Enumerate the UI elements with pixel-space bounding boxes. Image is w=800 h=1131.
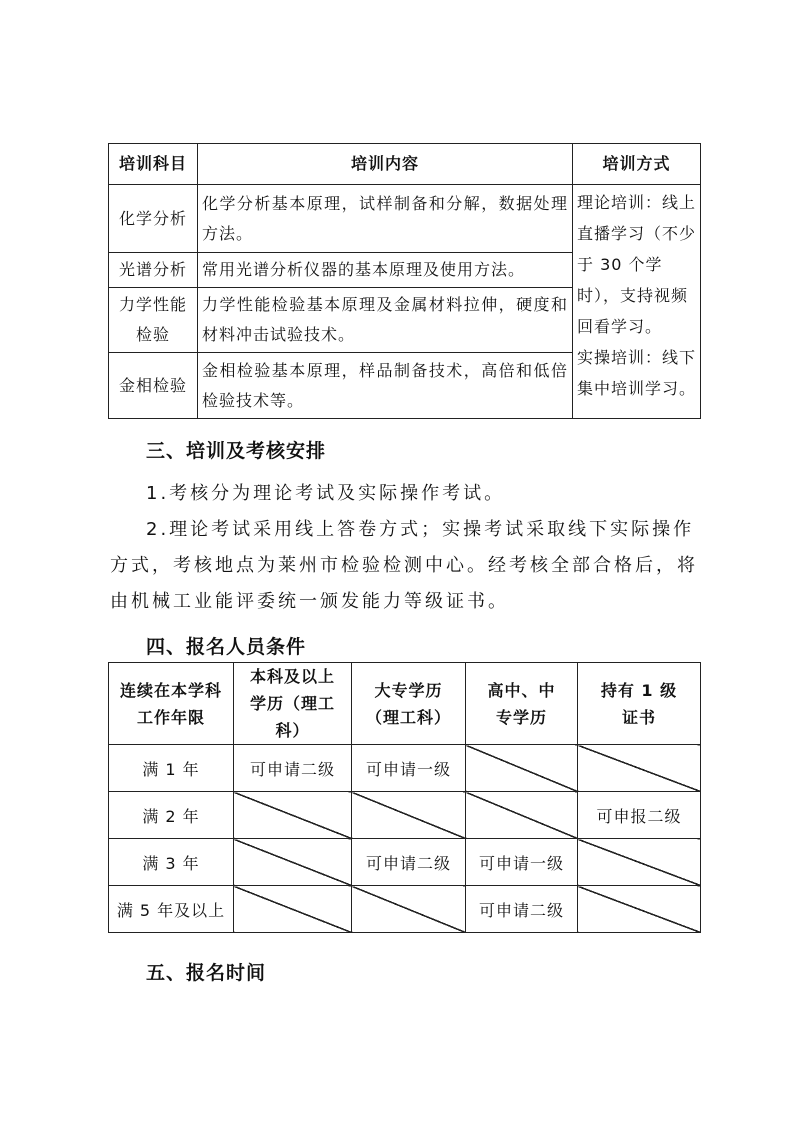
method-practice: 实操培训：线下集中培训学习。 — [577, 348, 697, 398]
method-theory: 理论培训：线上直播学习（不少于 30 个学时），支持视频回看学习。 — [577, 193, 697, 336]
empty-diagonal-cell — [578, 745, 701, 792]
subject-cell: 力学性能检验 — [109, 288, 198, 353]
method-cell — [573, 185, 701, 419]
empty-diagonal-cell — [578, 886, 701, 933]
content-cell: 化学分析基本原理，试样制备和分解，数据处理方法。 — [198, 185, 573, 253]
empty-diagonal-cell — [234, 839, 352, 886]
years-cell: 满 5 年及以上 — [109, 886, 234, 933]
years-cell: 满 3 年 — [109, 839, 234, 886]
years-cell: 满 1 年 — [109, 745, 234, 792]
section3-heading: 三、培训及考核安排 — [146, 440, 327, 462]
subject-cell: 光谱分析 — [109, 253, 198, 288]
years-cell: 满 2 年 — [109, 792, 234, 839]
section3-item2: 2.理论考试采用线上答卷方式；实操考试采取线下实际操作方式，考核地点为莱州市检验检测中心。经考核全部合格后，将由机械工业能评委统一颁发能力等级证书。 — [110, 519, 698, 612]
empty-diagonal-cell — [352, 886, 466, 933]
eligibility-table — [108, 662, 701, 933]
eligibility-cell: 可申请二级 — [352, 839, 466, 886]
content-cell: 常用光谱分析仪器的基本原理及使用方法。 — [198, 253, 573, 288]
section3-item1: 1.考核分为理论考试及实际操作考试。 — [146, 483, 506, 504]
subject-cell: 金相检验 — [109, 353, 198, 419]
subject-cell: 化学分析 — [109, 185, 198, 253]
eligibility-cell: 可申请一级 — [466, 839, 578, 886]
empty-diagonal-cell — [466, 792, 578, 839]
empty-diagonal-cell — [466, 745, 578, 792]
content-cell: 金相检验基本原理，样品制备技术，高倍和低倍检验技术等。 — [198, 353, 573, 419]
header-content: 培训内容 — [198, 144, 573, 185]
eligibility-header: 持有 1 级证书 — [578, 663, 701, 745]
eligibility-cell: 可申请一级 — [352, 745, 466, 792]
section5-heading: 五、报名时间 — [146, 962, 267, 984]
empty-diagonal-cell — [234, 886, 352, 933]
eligibility-cell: 可申报二级 — [578, 792, 701, 839]
eligibility-header: 本科及以上学历（理工科） — [234, 663, 352, 745]
header-method: 培训方式 — [573, 144, 701, 185]
eligibility-header: 连续在本学科工作年限 — [109, 663, 234, 745]
section4-heading: 四、报名人员条件 — [146, 636, 307, 658]
eligibility-header: 大专学历（理工科） — [352, 663, 466, 745]
content-cell: 力学性能检验基本原理及金属材料拉伸，硬度和材料冲击试验技术。 — [198, 288, 573, 353]
eligibility-header: 高中、中专学历 — [466, 663, 578, 745]
empty-diagonal-cell — [352, 792, 466, 839]
empty-diagonal-cell — [234, 792, 352, 839]
header-subject: 培训科目 — [109, 144, 198, 185]
eligibility-cell: 可申请二级 — [234, 745, 352, 792]
empty-diagonal-cell — [578, 839, 701, 886]
eligibility-cell: 可申请二级 — [466, 886, 578, 933]
training-table — [108, 143, 701, 419]
